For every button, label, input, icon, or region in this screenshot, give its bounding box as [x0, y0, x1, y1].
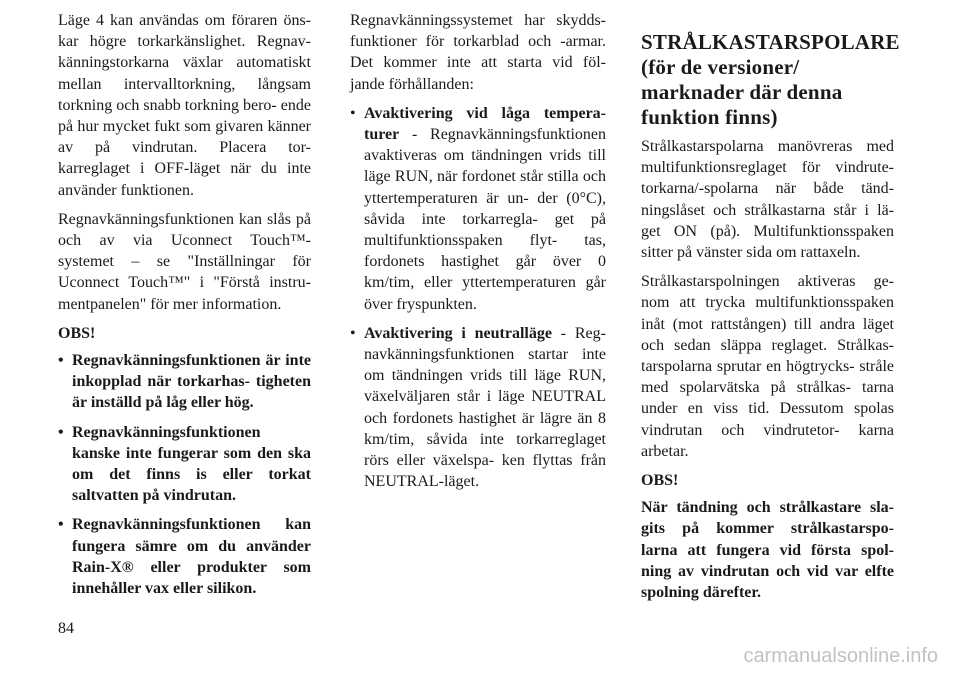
page-number: 84	[58, 620, 74, 637]
note-item: • Regnavkänningsfunktionen kan fungera sämre om du använder Rain-X® eller produkter som innehåller vax eller silikon.	[58, 514, 311, 599]
condition-text: - Regnavkänningsfunktionen avaktiveras om tändningen vrids till läge RUN, när fordonet står stilla och yttertemperaturen är un- der (0°C), såvida inte torkarregla- get på multifunktionsspaken flyt- tas, fordonets hastighet går över 0 km/tim, eller yttertemperaturen går över fryspunkten.	[364, 126, 606, 313]
paragraph-rain-sensor-mode: Läge 4 kan användas om föraren öns- kar högre torkarkänslighet. Regnav- känningstorkarna växlar automatiskt mellan intervalltorkning, långsam torkning och snabb torkning bero- ende på hur mycket fukt som givaren känner av på vindrutan. Placera tor- karreglaget i OFF-läget när du inte använder funktionen.	[58, 12, 311, 199]
section-heading: STRÅLKASTARSPOLARE (för de versioner/ marknader där denna funktion finns)	[641, 30, 900, 129]
note-heading: OBS!	[58, 324, 96, 342]
paragraph-protection: Regnavkänningssystemet har skydds- funktioner för torkarblad och -armar. Det kommer inte att starta vid föl- jande förhållanden:	[350, 12, 606, 93]
paragraph-uconnect: Regnavkänningsfunktionen kan slås på och av via Uconnect Touch™- systemet – se "Inställningar för Uconnect Touch™" i "Förstå instru- mentpanelen" för mer information.	[58, 210, 311, 313]
note-list	[58, 350, 311, 599]
note-item: • Regnavkänningsfunktionen kanske inte fungerar som den ska om det finns is eller torkat saltvatten på vindrutan.	[58, 422, 311, 507]
condition-item	[350, 323, 606, 493]
note-heading: OBS!	[641, 472, 679, 490]
right-column	[641, 30, 900, 611]
condition-text: - Reg- navkänningsfunktionen startar inte om tändningen vrids till läge RUN, växelväljaren står i läge NEUTRAL och fordonets hastighet är lägre än 8 km/tim, såvida inte torkarreglaget rörs eller växelspa- ken flyttas från NEUTRAL-läget.	[364, 324, 606, 491]
note-text: När tändning och strålkastare sla- gits på kommer strålkastarspo- larna att fungera vid första spol- ning av vindrutan och vid var elfte spolning därefter.	[641, 499, 894, 602]
note-item: • Regnavkänningsfunktionen är inte inkopplad när torkarhas- tigheten är inställd på låg eller hög.	[58, 350, 311, 414]
condition-list	[350, 103, 606, 493]
middle-column	[350, 10, 606, 500]
condition-title: Avaktivering i neutralläge	[364, 324, 552, 342]
paragraph-activation: Strålkastarspolningen aktiveras ge- nom att trycka multifunktionsspaken inåt (mot rattstången) till andra läget och sedan släppa reglaget. Strålkas- tarspolarna sprutar en högtrycks- stråle med spolarvätska på strålkas- tarna under en viss tid. Dessutom spolas vindrutan och vindrutetor- karna arbetar.	[641, 273, 894, 460]
paragraph-headlamp-washers: Strålkastarspolarna manövreras med multifunktionsreglaget för vindrute- torkarna/-spolarna när både tänd- ningslåset och strålkastarna står i lä- get ON (på). Multifunktionsspaken sitter på vänster sida om rattaxeln.	[641, 138, 894, 262]
left-column	[58, 10, 311, 607]
watermark: carmanualsonline.info	[743, 645, 938, 667]
condition-item	[350, 103, 606, 315]
condition-title: Avaktivering vid låga tempera- turer	[364, 104, 606, 144]
